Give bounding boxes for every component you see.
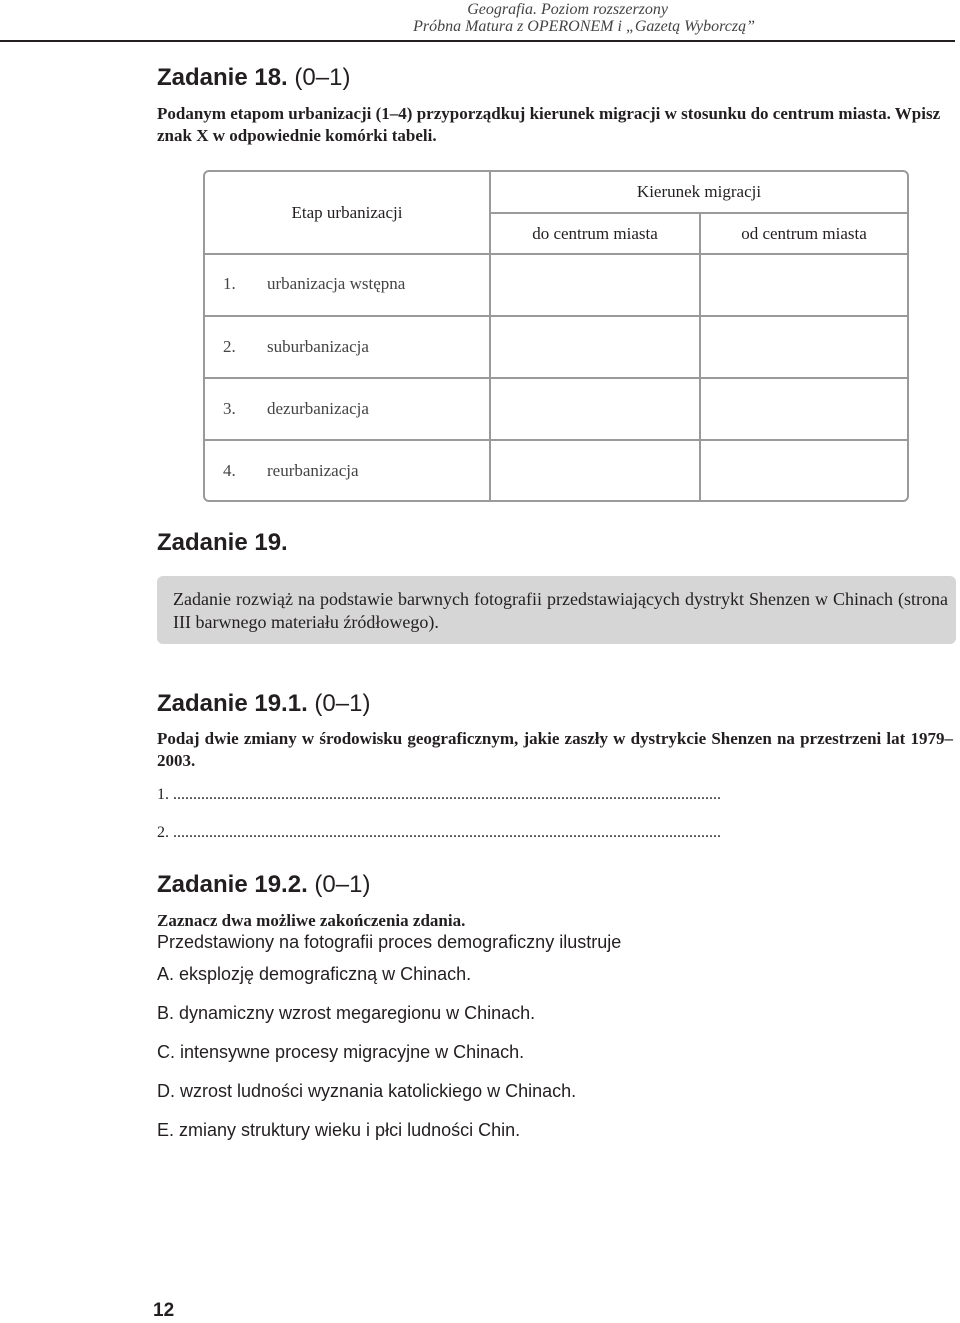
option-a[interactable]: A. eksplozję demograficzną w Chinach. [157, 964, 472, 984]
task-19-title: Zadanie 19. [157, 529, 288, 556]
answer-line-1[interactable]: 1. ......................................................................................................................................... [157, 786, 721, 803]
row-number: 4. [223, 461, 236, 480]
answer-cell-from[interactable] [701, 441, 907, 500]
task-19-1-points: (0–1) [307, 690, 371, 717]
answer-line-2[interactable]: 2. ......................................................................................................................................... [157, 824, 721, 841]
header-direction [491, 172, 907, 212]
info-box [157, 576, 956, 644]
option-c[interactable]: C. intensywne procesy migracyjne w Chinach. [157, 1042, 525, 1062]
answer-cell-to[interactable] [491, 255, 699, 315]
header-rule [0, 40, 955, 42]
task-19-2-instruction: Zaznacz dwa możliwe zakończenia zdania. [157, 911, 466, 930]
answer-cell-from[interactable] [701, 255, 907, 315]
answer-cell-to[interactable] [491, 379, 699, 439]
header-stage [205, 172, 489, 253]
answer-cell-from[interactable] [701, 379, 907, 439]
task-18-points: (0–1) [287, 64, 351, 91]
row-label: urbanizacja wstępna [267, 274, 406, 293]
header-to-center-label: do centrum miasta [532, 223, 658, 243]
answer-cell-to[interactable] [491, 317, 699, 377]
task-19-1-number: Zadanie 19.1. [157, 690, 308, 717]
header-direction-label: Kierunek migracji [636, 182, 762, 201]
task-19-1-instruction: Podaj dwie zmiany w środowisku geograficznym, jakie zaszły w dystrykcie Shenzen na przestrzeni lat 1979–2003. [157, 729, 953, 770]
task-19-2-number: Zadanie 19.2. [157, 871, 308, 898]
header-subject: Geografia. Poziom rozszerzony [467, 1, 668, 18]
row-number: 1. [223, 274, 236, 293]
task-19-2-points: (0–1) [307, 871, 371, 898]
header-to-center [491, 214, 699, 253]
row-label: suburbanizacja [267, 337, 369, 356]
header-from-center-label: od centrum miasta [741, 223, 867, 243]
row-number: 2. [223, 337, 236, 356]
header-from-center [701, 214, 907, 253]
row-label: dezurbanizacja [267, 399, 369, 418]
page-number: 12 [153, 1300, 175, 1321]
urbanization-table [203, 170, 909, 502]
row-label: reurbanizacja [267, 461, 359, 480]
header-stage-label: Etap urbanizacji [291, 202, 403, 222]
answer-cell-from[interactable] [701, 317, 907, 377]
task-19-1-title [157, 689, 370, 719]
task-19-2-stem: Przedstawiony na fotografii proces demograficzny ilustruje [157, 932, 622, 952]
answer-cell-to[interactable] [491, 441, 699, 500]
option-b[interactable]: B. dynamiczny wzrost megaregionu w Chinach. [157, 1003, 536, 1023]
row-number: 3. [223, 399, 236, 418]
task-18-number: Zadanie 18. [157, 64, 288, 91]
option-d[interactable]: D. wzrost ludności wyznania katolickiego w Chinach. [157, 1081, 577, 1101]
header-exam-title: Próbna Matura z OPERONEM i „Gazetą Wyborczą” [413, 18, 755, 35]
option-e[interactable]: E. zmiany struktury wieku i płci ludności Chin. [157, 1120, 521, 1140]
task-18-title [157, 63, 350, 93]
info-text: Zadanie rozwiąż na podstawie barwnych fotografii przedstawiających dystrykt Shenzen w Chinach (strona III barwnego materiału źródłowego). [173, 589, 948, 632]
task-19-2-title [157, 870, 370, 900]
task-18-instruction: Podanym etapom urbanizacji (1–4) przyporządkuj kierunek migracji w stosunku do centrum miasta. Wpisz znak X w odpowiednie komórki tabeli. [157, 104, 941, 145]
